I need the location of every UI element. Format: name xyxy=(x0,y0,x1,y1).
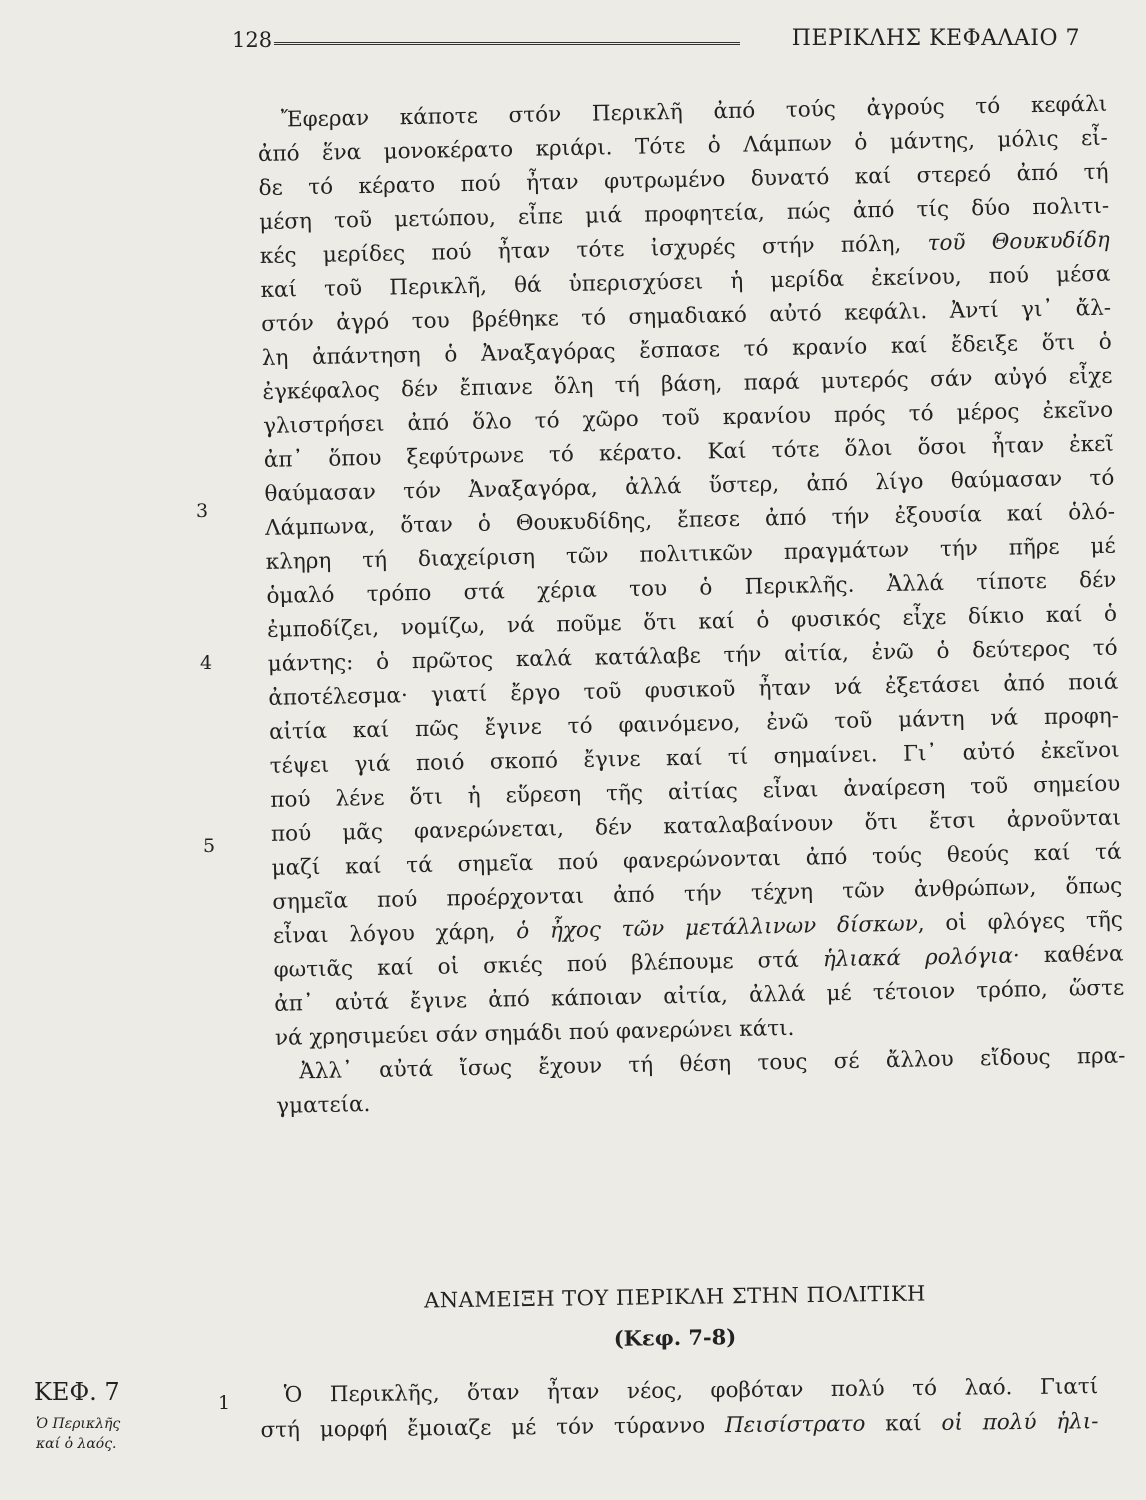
text-line: πού μᾶς φανερώνεται, δέν καταλαβαίνουν ὅτι ἔτσι ἀρνοῦνται xyxy=(270,805,1122,847)
running-title: ΠΕΡΙΚΛΗΣ ΚΕΦΑΛΑΙΟ 7 xyxy=(791,26,1080,51)
italic-name: Πεισίστρατο xyxy=(724,1411,866,1439)
chapter-text xyxy=(260,1369,1099,1448)
margin-number: 4 xyxy=(200,652,213,674)
text-span: καί xyxy=(865,1410,942,1437)
text-line: ἀπ᾿ ὅπου ξεφύτρωνε τό κέρατο. Καί τότε ὅλοι ὅσοι ἦταν ἐκεῖ xyxy=(263,431,1114,473)
text-line: Ἀλλ᾿ αὐτά ἴσως ἔχουν τή θέση τους σέ ἄλλου εἴδους πρα- xyxy=(298,1043,1126,1085)
text-span: καθένα xyxy=(1019,941,1124,969)
text-line: γματεία. xyxy=(276,1092,371,1119)
text-line: Ἔφεραν κάποτε στόν Περικλῆ ἀπό τούς ἀγρούς τό κεφάλι xyxy=(280,91,1108,133)
text-line: νά χρησιμεύει σάν σημάδι πού φανερώνει κάτι. xyxy=(274,1015,795,1051)
text-line: Ὁ Περικλῆς, ὅταν ἦταν νέος, φοβόταν πολύ τό λαό. Γιατί xyxy=(283,1374,1099,1408)
italic-phrase: οἱ πολύ ἡλι- xyxy=(941,1409,1099,1436)
margin-number: 5 xyxy=(203,835,216,857)
text-line: αἰτία καί πῶς ἔγινε τό φαινόμενο, ἐνῶ τοῦ μάντη νά προφη- xyxy=(268,703,1120,745)
text-line: καί τοῦ Περικλῆ, θά ὑπερισχύσει ἡ μερίδα ἐκείνου, πού μέσα xyxy=(260,261,1111,303)
page-number: 128 xyxy=(232,28,273,52)
text-line: ὁμαλό τρόπο στά χέρια του ὁ Περικλῆς. Ἀλλά τίποτε δέν xyxy=(266,567,1117,609)
text-span: , οἱ φλόγες τῆς xyxy=(917,907,1124,937)
text-line: κληρη τή διαχείριση τῶν πολιτικῶν πραγμάτων τήν πῆρε μέ xyxy=(265,533,1116,575)
italic-echos: ὁ ἦχος τῶν μετάλλινων δίσκων xyxy=(516,911,919,945)
text-line: ἐμποδίζει, νομίζω, νά ποῦμε ὅτι καί ὁ φυσικός εἶχε δίκιο καί ὁ xyxy=(266,601,1118,643)
text-span: στή μορφή ἔμοιαζε μέ τόν τύραννο xyxy=(260,1413,726,1443)
gloss-line: καί ὁ λαός. xyxy=(36,1436,117,1452)
text-line xyxy=(260,1404,1098,1448)
text-line: μάντης: ὁ πρῶτος καλά κατάλαβε τήν αἰτία, ἐνῶ ὁ δεύτερος τό xyxy=(267,635,1118,677)
text-line: σημεῖα πού προέρχονται ἀπό τήν τέχνη τῶν ἀνθρώπων, ὅπως xyxy=(272,873,1123,915)
text-line: τέψει γιά ποιό σκοπό ἔγινε καί τί σημαίνει. Γι᾿ αὐτό ἐκεῖνοι xyxy=(269,737,1120,779)
text-span: εἶναι λόγου χάρη, xyxy=(272,919,517,949)
text-line: ἀποτέλεσμα· γιατί ἔργο τοῦ φυσικοῦ ἦταν νά ἐξετάσει ἀπό ποιά xyxy=(268,669,1119,711)
margin-number: 3 xyxy=(196,500,209,522)
text-line: γλιστρήσει ἀπό ὅλο τό χῶρο τοῦ κρανίου πρός τό μέρος ἐκεῖνο xyxy=(262,397,1114,439)
text-line: μέση τοῦ μετώπου, εἶπε μιά προφητεία, πώς ἀπό τίς δύο πολιτι- xyxy=(259,193,1110,235)
text-line: ἀπ᾿ αὐτά ἔγινε ἀπό κάποιαν αἰτία, ἀλλά μέ τέτοιον τρόπο, ὥστε xyxy=(274,975,1125,1017)
italic-roloi: ἡλιακά ρολόγια· xyxy=(822,943,1021,973)
text-line: μαζί καί τά σημεῖα πού φανερώνονται ἀπό τούς θεούς καί τά xyxy=(271,839,1122,881)
header-rule xyxy=(274,42,740,45)
main-text xyxy=(257,88,1126,1124)
text-line: δε τό κέρατο πού ἦταν φυτρωμένο δυνατό καί στερεό ἀπό τή xyxy=(258,159,1109,201)
text-span: κές μερίδες πού ἦταν τότε ἰσχυρές στήν πόλη, xyxy=(259,231,928,269)
text-line: πού λένε ὅτι ἡ εὕρεση τῆς αἰτίας εἶναι ἀναίρεση τοῦ σημείου xyxy=(270,771,1121,813)
text-line: Λάμπωνα, ὅταν ὁ Θουκυδίδης, ἔπεσε ἀπό τήν ἐξουσία καί ὁλό- xyxy=(264,499,1116,541)
italic-thoukydidi: τοῦ Θουκυδίδη xyxy=(927,227,1111,257)
section-subtitle: (Κεφ. 7-8) xyxy=(613,1324,737,1351)
text-line: λη ἀπάντηση ὁ Ἀναξαγόρας ἔσπασε τό κρανίο καί ἔδειξε ὅτι ὁ xyxy=(261,329,1112,371)
chapter-gloss xyxy=(36,1414,186,1454)
text-line: ἐγκέφαλος δέν ἔπιανε ὅλη τή βάση, παρά μυτερός σάν αὐγό εἶχε xyxy=(262,363,1113,405)
page-header xyxy=(232,26,1080,66)
text-line: στόν ἀγρό του βρέθηκε τό σημαδιακό αὐτό κεφάλι. Ἀντί γι᾿ ἄλ- xyxy=(260,295,1112,337)
chapter-label: ΚΕΦ. 7 xyxy=(34,1378,120,1406)
margin-number: 1 xyxy=(218,1392,231,1414)
text-span: φωτιᾶς καί οἱ σκιές πού βλέπουμε στά xyxy=(273,947,824,983)
gloss-line: Ὁ Περικλῆς xyxy=(36,1416,121,1432)
text-line: ἀπό ἕνα μονοκέρατο κριάρι. Τότε ὁ Λάμπων ὁ μάντης, μόλις εἶ- xyxy=(257,125,1109,167)
text-line: θαύμασαν τόν Ἀναξαγόρα, ἀλλά ὕστερ, ἀπό λίγο θαύμασαν τό xyxy=(264,465,1115,507)
section-title: ΑΝΑΜΕΙΞΗ ΤΟΥ ΠΕΡΙΚΛΗ ΣΤΗΝ ΠΟΛΙΤΙΚΗ xyxy=(423,1281,927,1313)
